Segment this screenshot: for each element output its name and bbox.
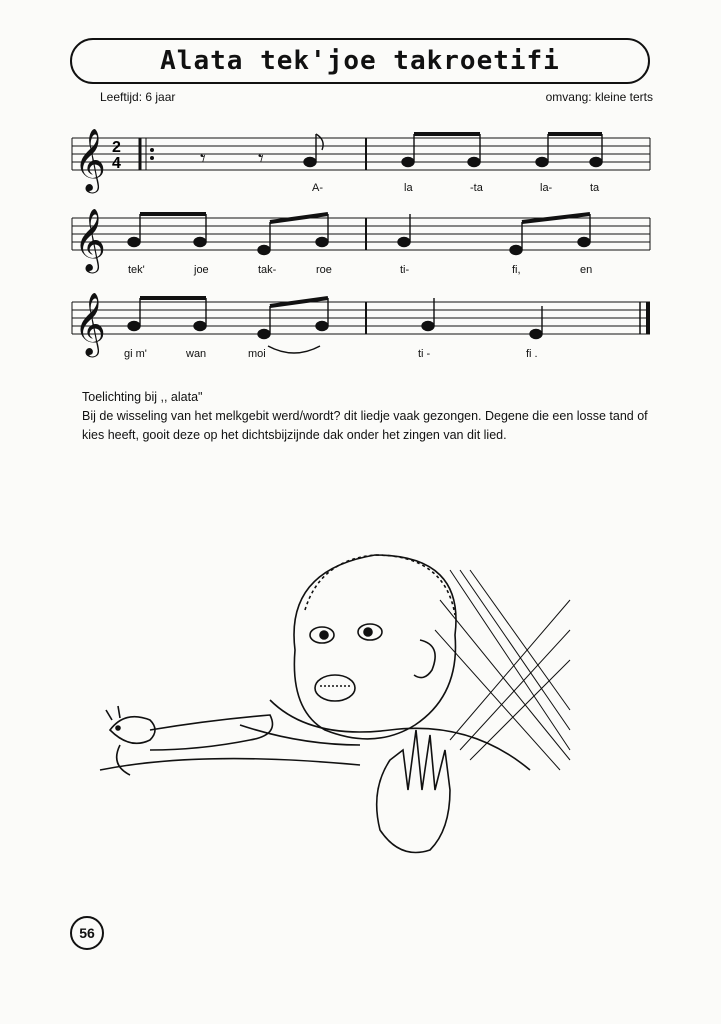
music-score (0, 0, 721, 380)
svg-text:𝄞: 𝄞 (74, 128, 106, 191)
explanation-body: Bij de wisseling van het melkgebit werd/wordt? dit liedje vaak gezongen. Degene die een losse tand of kies heeft, gooit deze op het dichtsbijzijnde dak onder het zingen van dit lied. (82, 409, 648, 442)
lyric: fi, (512, 264, 521, 276)
time-bottom: 4 (112, 155, 121, 172)
treble-clef-icon (74, 128, 106, 358)
child-illustration (90, 540, 610, 890)
svg-text:𝄾: 𝄾 (258, 146, 264, 171)
explanation-heading: Toelichting bij ,, alata" (82, 390, 203, 404)
age-label: Leeftijd: 6 jaar (100, 90, 176, 104)
svg-text:𝄞: 𝄞 (74, 208, 106, 271)
range-label: omvang: kleine terts (545, 90, 653, 104)
lyric: fi . (526, 348, 538, 360)
time-top: 2 (112, 139, 121, 156)
lyric: ti- (400, 264, 410, 276)
lyric: tak- (258, 264, 277, 276)
lyric: en (580, 264, 593, 276)
lyric: -ta (470, 182, 483, 194)
lyric: moi (248, 348, 266, 360)
lyric: la- (540, 182, 553, 194)
svg-text:𝄾: 𝄾 (200, 146, 206, 171)
lyric: gi m' (124, 348, 147, 360)
page-number: 56 (70, 916, 104, 950)
lyric: la (404, 182, 413, 194)
lyric: roe (316, 264, 332, 276)
explanation (82, 388, 656, 445)
lyric: ta (590, 182, 600, 194)
lyric: wan (186, 348, 207, 360)
lyric: tek' (128, 264, 145, 276)
song-title: Alata tek'joe takroetifi (160, 46, 560, 76)
svg-text:𝄞: 𝄞 (74, 292, 106, 355)
lyric: ti - (418, 348, 431, 360)
lyric: joe (194, 264, 209, 276)
lyric: A- (312, 182, 323, 194)
